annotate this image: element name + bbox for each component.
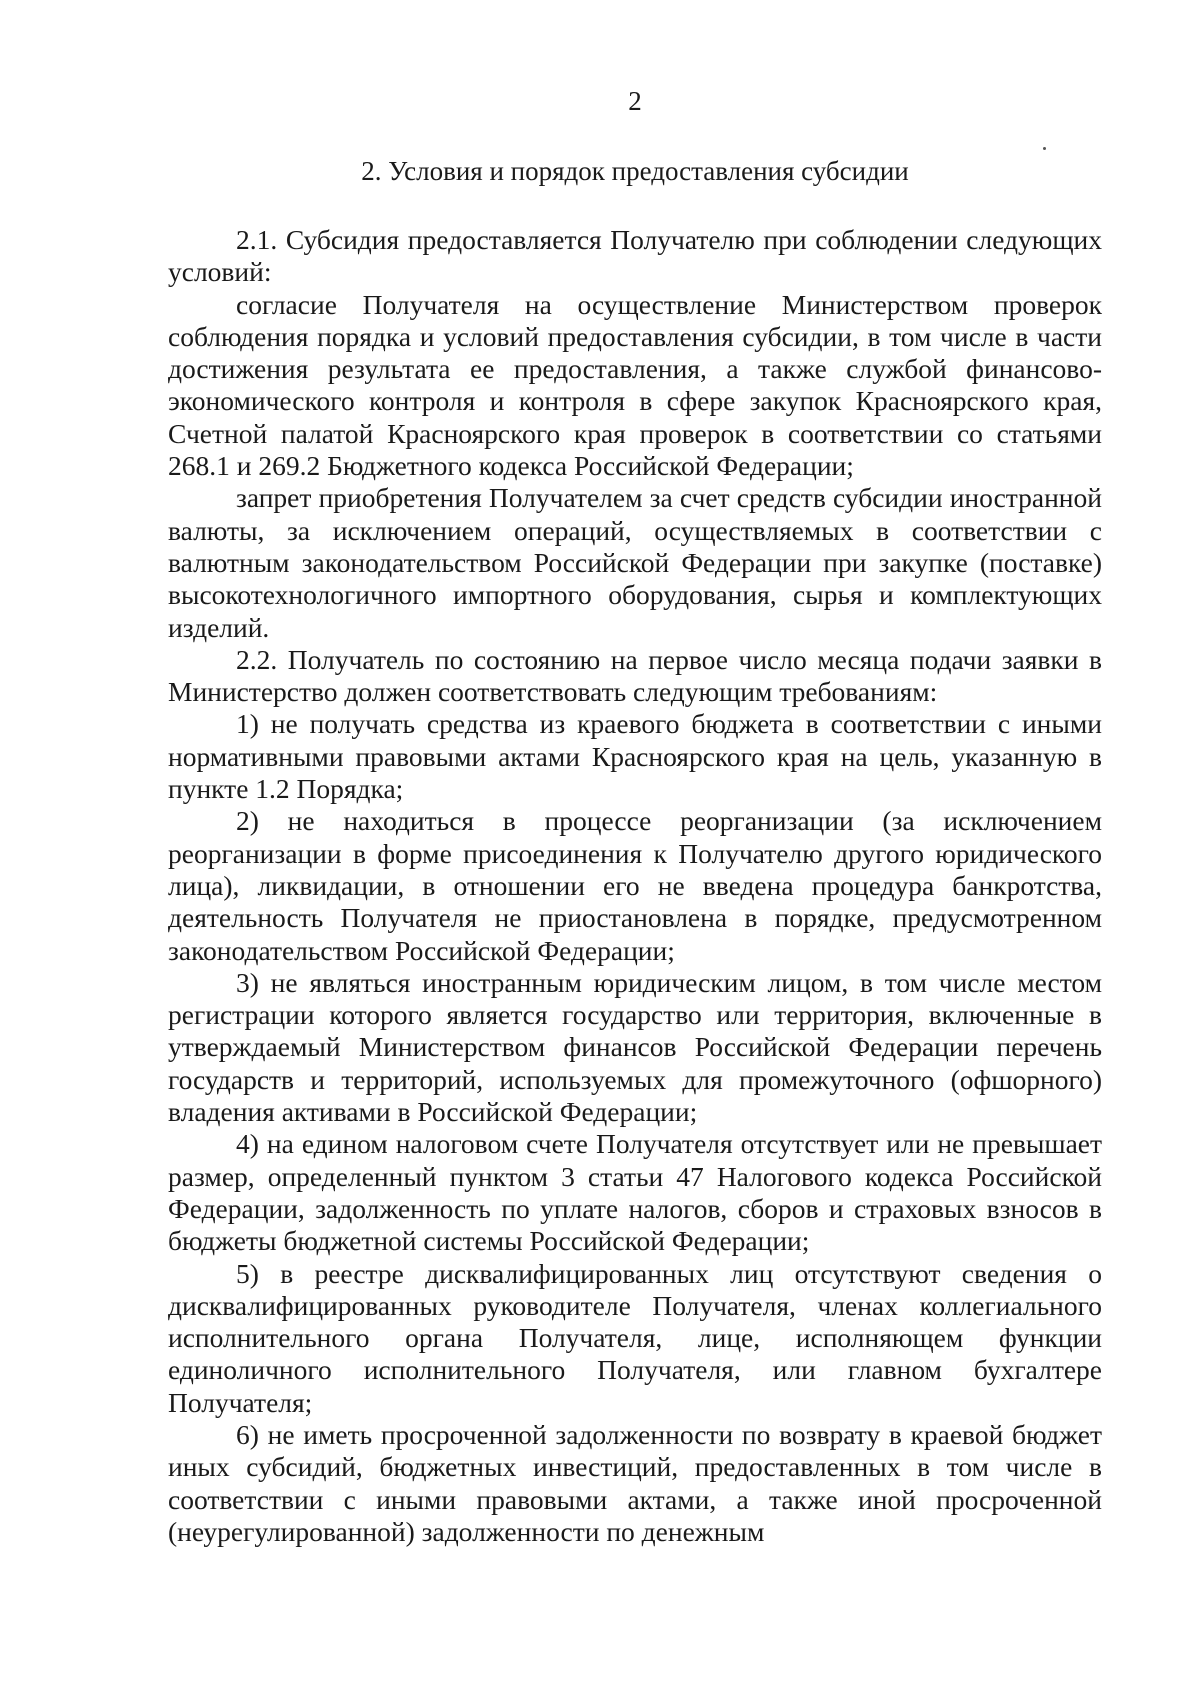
page-number: 2 xyxy=(628,86,642,116)
list-item-requirement-1: 1) не получать средства из краевого бюджета в соответствии с иными нормативными правовыми актами Красноярского края на цель, указанную в пункте 1.2 Порядка; xyxy=(168,708,1102,805)
paragraph-consent-condition: согласие Получателя на осуществление Министерством проверок соблюдения порядка и условий предоставления субсидии, в том числе в части достижения результата ее предоставления, а также службой финансово-экономического контроля и контроля в сфере закупок Красноярского края, Счетной палатой Красноярского края проверок в соответствии со статьями 268.1 и 269.2 Бюджетного кодекса Российской Федерации; xyxy=(168,288,1102,482)
list-item-requirement-5: 5) в реестре дисквалифицированных лиц отсутствуют сведения о дисквалифицированных руководителе Получателя, членах коллегиального исполнительного органа Получателя, лице, исполняющем функции единоличного исполнительного Получателя, или главном бухгалтере Получателя; xyxy=(168,1257,1102,1418)
list-item-requirement-6: 6) не иметь просроченной задолженности по возврату в краевой бюджет иных субсидий, бюджетных инвестиций, предоставленных в том числе в соответствии с иными правовыми актами, а также иной просроченной (неурегулированной) задолженности по денежным xyxy=(168,1418,1102,1547)
list-item-requirement-4: 4) на едином налоговом счете Получателя отсутствует или не превышает размер, определенный пунктом 3 статьи 47 Налогового кодекса Российской Федерации, задолженность по уплате налогов, сборов и страховых взносов в бюджеты бюджетной системы Российской Федерации; xyxy=(168,1128,1102,1257)
scan-speck xyxy=(1043,147,1046,150)
paragraph-currency-ban-condition: запрет приобретения Получателем за счет средств субсидии иностранной валюты, за исключением операций, осуществляемых в соответствии с валютным законодательством Российской Федерации при закупке (поставке) высокотехнологичного импортного оборудования, сырья и комплектующих изделий. xyxy=(168,482,1102,643)
list-item-requirement-2: 2) не находиться в процессе реорганизации (за исключением реорганизации в форме присоединения к Получателю другого юридического лица), ликвидации, в отношении его не введена процедура банкротства, деятельность Получателя не приостановлена в порядке, предусмотренном законодательством Российской Федерации; xyxy=(168,805,1102,966)
section-title: 2. Условия и порядок предоставления субсидии xyxy=(361,156,909,186)
paragraph-2-1: 2.1. Субсидия предоставляется Получателю при соблюдении следующих условий: xyxy=(168,224,1102,288)
paragraph-2-2: 2.2. Получатель по состоянию на первое число месяца подачи заявки в Министерство должен соответствовать следующим требованиям: xyxy=(168,643,1102,708)
list-item-requirement-3: 3) не являться иностранным юридическим лицом, в том числе местом регистрации которого является государство или территория, включенные в утверждаемый Министерством финансов Российской Федерации перечень государств и территорий, используемых для промежуточного (офшорного) владения активами в Российской Федерации; xyxy=(168,966,1102,1128)
